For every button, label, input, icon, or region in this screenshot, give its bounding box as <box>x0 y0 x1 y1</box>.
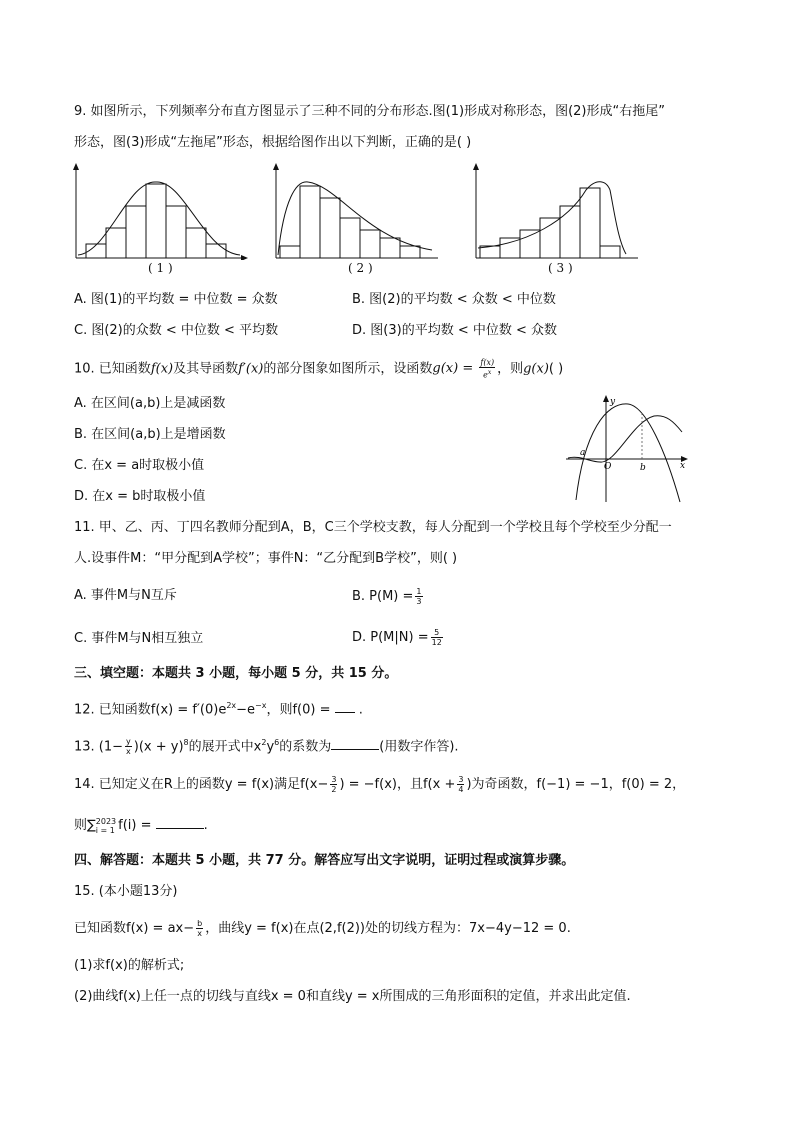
q10-option-d: D. 在x = b时取极小值 <box>74 489 206 504</box>
q9-option-b: B. 图(2)的平均数 < 众数 < 中位数 <box>352 292 556 307</box>
bar-3 <box>126 206 146 258</box>
q10-stem <box>74 358 563 380</box>
function-derivative-graph <box>562 392 692 504</box>
frac-num: y <box>126 737 131 747</box>
label-b: b <box>640 463 646 473</box>
frac-num: b <box>197 919 203 928</box>
q9-option-d: D. 图(3)的平均数 < 中位数 < 众数 <box>352 323 558 338</box>
q12-text-c: ，则f(0) = <box>266 702 331 718</box>
bar-1 <box>280 246 300 258</box>
q15-stem-b: ，曲线y = f(x)在点(2,f(2))处的切线方程为：7x−4y−12 = 0. <box>205 921 571 936</box>
q11-stem-line2: 人.设事件M：“甲分配到A学校”；事件N：“乙分配到B学校”，则( ) <box>74 551 458 566</box>
q12 <box>74 697 363 719</box>
figure-caption-3: ( 3 ) <box>548 261 573 275</box>
bar-3 <box>320 198 340 258</box>
q14-sum-symbol: 则∑ <box>74 818 96 833</box>
frac-den: x <box>126 747 131 757</box>
q10-option-c: C. 在x = a时取极小值 <box>74 458 205 473</box>
q9-option-a: A. 图(1)的平均数 = 中位数 = 众数 <box>74 292 278 307</box>
q14-line1 <box>74 775 685 794</box>
sum-limits <box>96 817 116 835</box>
q13-sup2: 2 <box>261 738 267 747</box>
q12-text-d: . <box>358 702 363 718</box>
q13-text-c: 的展开式中x <box>188 739 262 755</box>
q15-part1: (1)求f(x)的解析式; <box>74 958 185 973</box>
q12-sup1: 2x <box>226 701 237 710</box>
bar-6 <box>380 238 400 258</box>
q15-part2: (2)曲线f(x)上任一点的切线与直线x = 0和直线y = x所围成的三角形面积的定值，并求出此定值. <box>74 989 631 1004</box>
bar-4 <box>146 184 166 258</box>
bar-2 <box>500 238 520 258</box>
q11-option-d <box>352 628 445 647</box>
x-axis-arrow <box>241 255 248 260</box>
q13-text-e: 的系数为 <box>279 739 332 755</box>
q9-stem-line1: 9. 如图所示，下列频率分布直方图显示了三种不同的分布形态.图(1)形成对称形态，图(2)形成“右拖尾” <box>74 104 665 119</box>
q15-header: 15. (本小题13分) <box>74 884 178 899</box>
q12-text-a: 12. 已知函数f(x) = f′(0)e <box>74 702 227 718</box>
q13-sup3: 6 <box>274 738 280 747</box>
frac-den: 4 <box>458 785 464 794</box>
q14-text-a: 14. 已知定义在R上的函数y = f(x)满足f(x− <box>74 777 329 792</box>
q13 <box>74 734 459 756</box>
gx-symbol: g(x) <box>523 361 549 377</box>
label-a: a <box>580 448 586 458</box>
q12-text-b: −e <box>236 702 256 718</box>
fraction-y-over-x <box>125 737 132 756</box>
q14-line2 <box>74 816 208 835</box>
label-origin: O <box>604 462 612 472</box>
answer-blank[interactable] <box>331 737 379 750</box>
section-3-heading: 三、填空题：本题共 3 小题，每小题 5 分，共 15 分。 <box>74 666 398 681</box>
q12-sup2: −x <box>255 701 267 710</box>
answer-blank[interactable] <box>335 700 355 713</box>
q10-stem-b: 及其导函数 <box>173 361 239 377</box>
y-axis-arrow <box>603 395 609 402</box>
fraction-b-over-x <box>196 919 203 938</box>
fraction-five-twelfths <box>431 628 443 647</box>
label-x: x <box>680 461 686 471</box>
histogram-symmetric <box>68 160 248 260</box>
frac-den: 2 <box>331 785 337 794</box>
answer-blank[interactable] <box>156 816 204 829</box>
bar-4 <box>540 218 560 258</box>
label-y: y <box>610 397 616 407</box>
q9-option-c: C. 图(2)的众数 < 中位数 < 平均数 <box>74 323 279 338</box>
q15-stem-a: 已知函数f(x) = ax− <box>74 921 195 936</box>
q10-option-a: A. 在区间(a,b)上是减函数 <box>74 396 226 411</box>
gx-def: g(x) = $\frac{f(x)}{e^x}$ <box>432 358 495 380</box>
y-axis-arrow <box>73 163 79 170</box>
bar-4 <box>340 218 360 258</box>
bar-2 <box>106 228 126 258</box>
fpx-symbol: f′(x) <box>238 361 264 377</box>
q13-text-a: 13. (1− <box>74 739 124 755</box>
frac-num: 5 <box>431 628 443 638</box>
histogram-right-skewed <box>268 160 448 260</box>
q11-option-c: C. 事件M与N相互独立 <box>74 631 204 646</box>
bar-3 <box>520 230 540 258</box>
q11-option-b <box>352 587 425 606</box>
fraction-three-quarters <box>457 775 464 794</box>
q11-option-b-text: B. P(M) = <box>352 589 414 604</box>
bar-7 <box>400 246 420 258</box>
figure-caption-1: ( 1 ) <box>148 261 173 275</box>
q10-stem-e: ( ) <box>548 361 564 377</box>
frac-den: 3 <box>416 597 422 606</box>
section-4-heading: 四、解答题：本题共 5 小题，共 77 分。解答应写出文字说明，证明过程或演算步骤。 <box>74 853 575 868</box>
fraction-one-third <box>415 587 422 606</box>
q13-text-b: )(x + y) <box>133 739 184 755</box>
q14-text-e: . <box>203 818 208 833</box>
bar-5 <box>166 206 186 258</box>
histogram-left-skewed <box>468 160 648 260</box>
y-axis-arrow <box>473 163 479 170</box>
sum-lower: i = 1 <box>95 825 115 835</box>
q14-text-d: f(i) = <box>118 818 152 833</box>
frac-num: 3 <box>458 775 464 784</box>
q13-sup1: 8 <box>183 738 189 747</box>
y-axis-arrow <box>273 163 279 170</box>
curve-f-prime <box>576 404 680 502</box>
bar-7 <box>600 246 620 258</box>
sum-upper: 2023 <box>95 816 117 826</box>
bar-6 <box>186 228 206 258</box>
q10-option-b: B. 在区间(a,b)上是增函数 <box>74 427 226 442</box>
q10-stem-c: 的部分图象如图所示，设函数 <box>263 361 433 377</box>
q10-stem-d: ，则 <box>497 361 524 377</box>
bar-2 <box>300 186 320 258</box>
q11-option-a: A. 事件M与N互斥 <box>74 588 177 603</box>
q15-stem <box>74 919 571 938</box>
frac-den: 12 <box>431 638 442 647</box>
q14-text-b: ) = −f(x)，且f(x + <box>339 777 456 792</box>
figure-caption-2: ( 2 ) <box>348 261 373 275</box>
bar-5 <box>360 230 380 258</box>
fx-symbol: f(x) <box>150 361 174 377</box>
q13-text-d: y <box>266 739 275 755</box>
frac-num: 3 <box>331 775 337 784</box>
frac-num: 1 <box>416 587 422 596</box>
bar-6 <box>580 188 600 258</box>
fraction-three-halves <box>330 775 337 794</box>
q14-text-c: )为奇函数，f(−1) = −1，f(0) = 2， <box>466 777 686 792</box>
bar-7 <box>206 244 226 258</box>
q10-stem-a: 10. 已知函数 <box>74 361 151 377</box>
q11-option-d-text: D. P(M|N) = <box>352 630 429 645</box>
q11-stem-line1: 11. 甲、乙、丙、丁四名教师分配到A，B，C三个学校支教，每人分配到一个学校且每个学校至少分配一 <box>74 520 672 535</box>
q9-stem-line2: 形态，图(3)形成“左拖尾”形态，根据给图作出以下判断，正确的是( ) <box>74 135 472 150</box>
frac-den: x <box>197 929 203 938</box>
q13-text-f: (用数字作答). <box>379 739 459 755</box>
bar-5 <box>560 206 580 258</box>
